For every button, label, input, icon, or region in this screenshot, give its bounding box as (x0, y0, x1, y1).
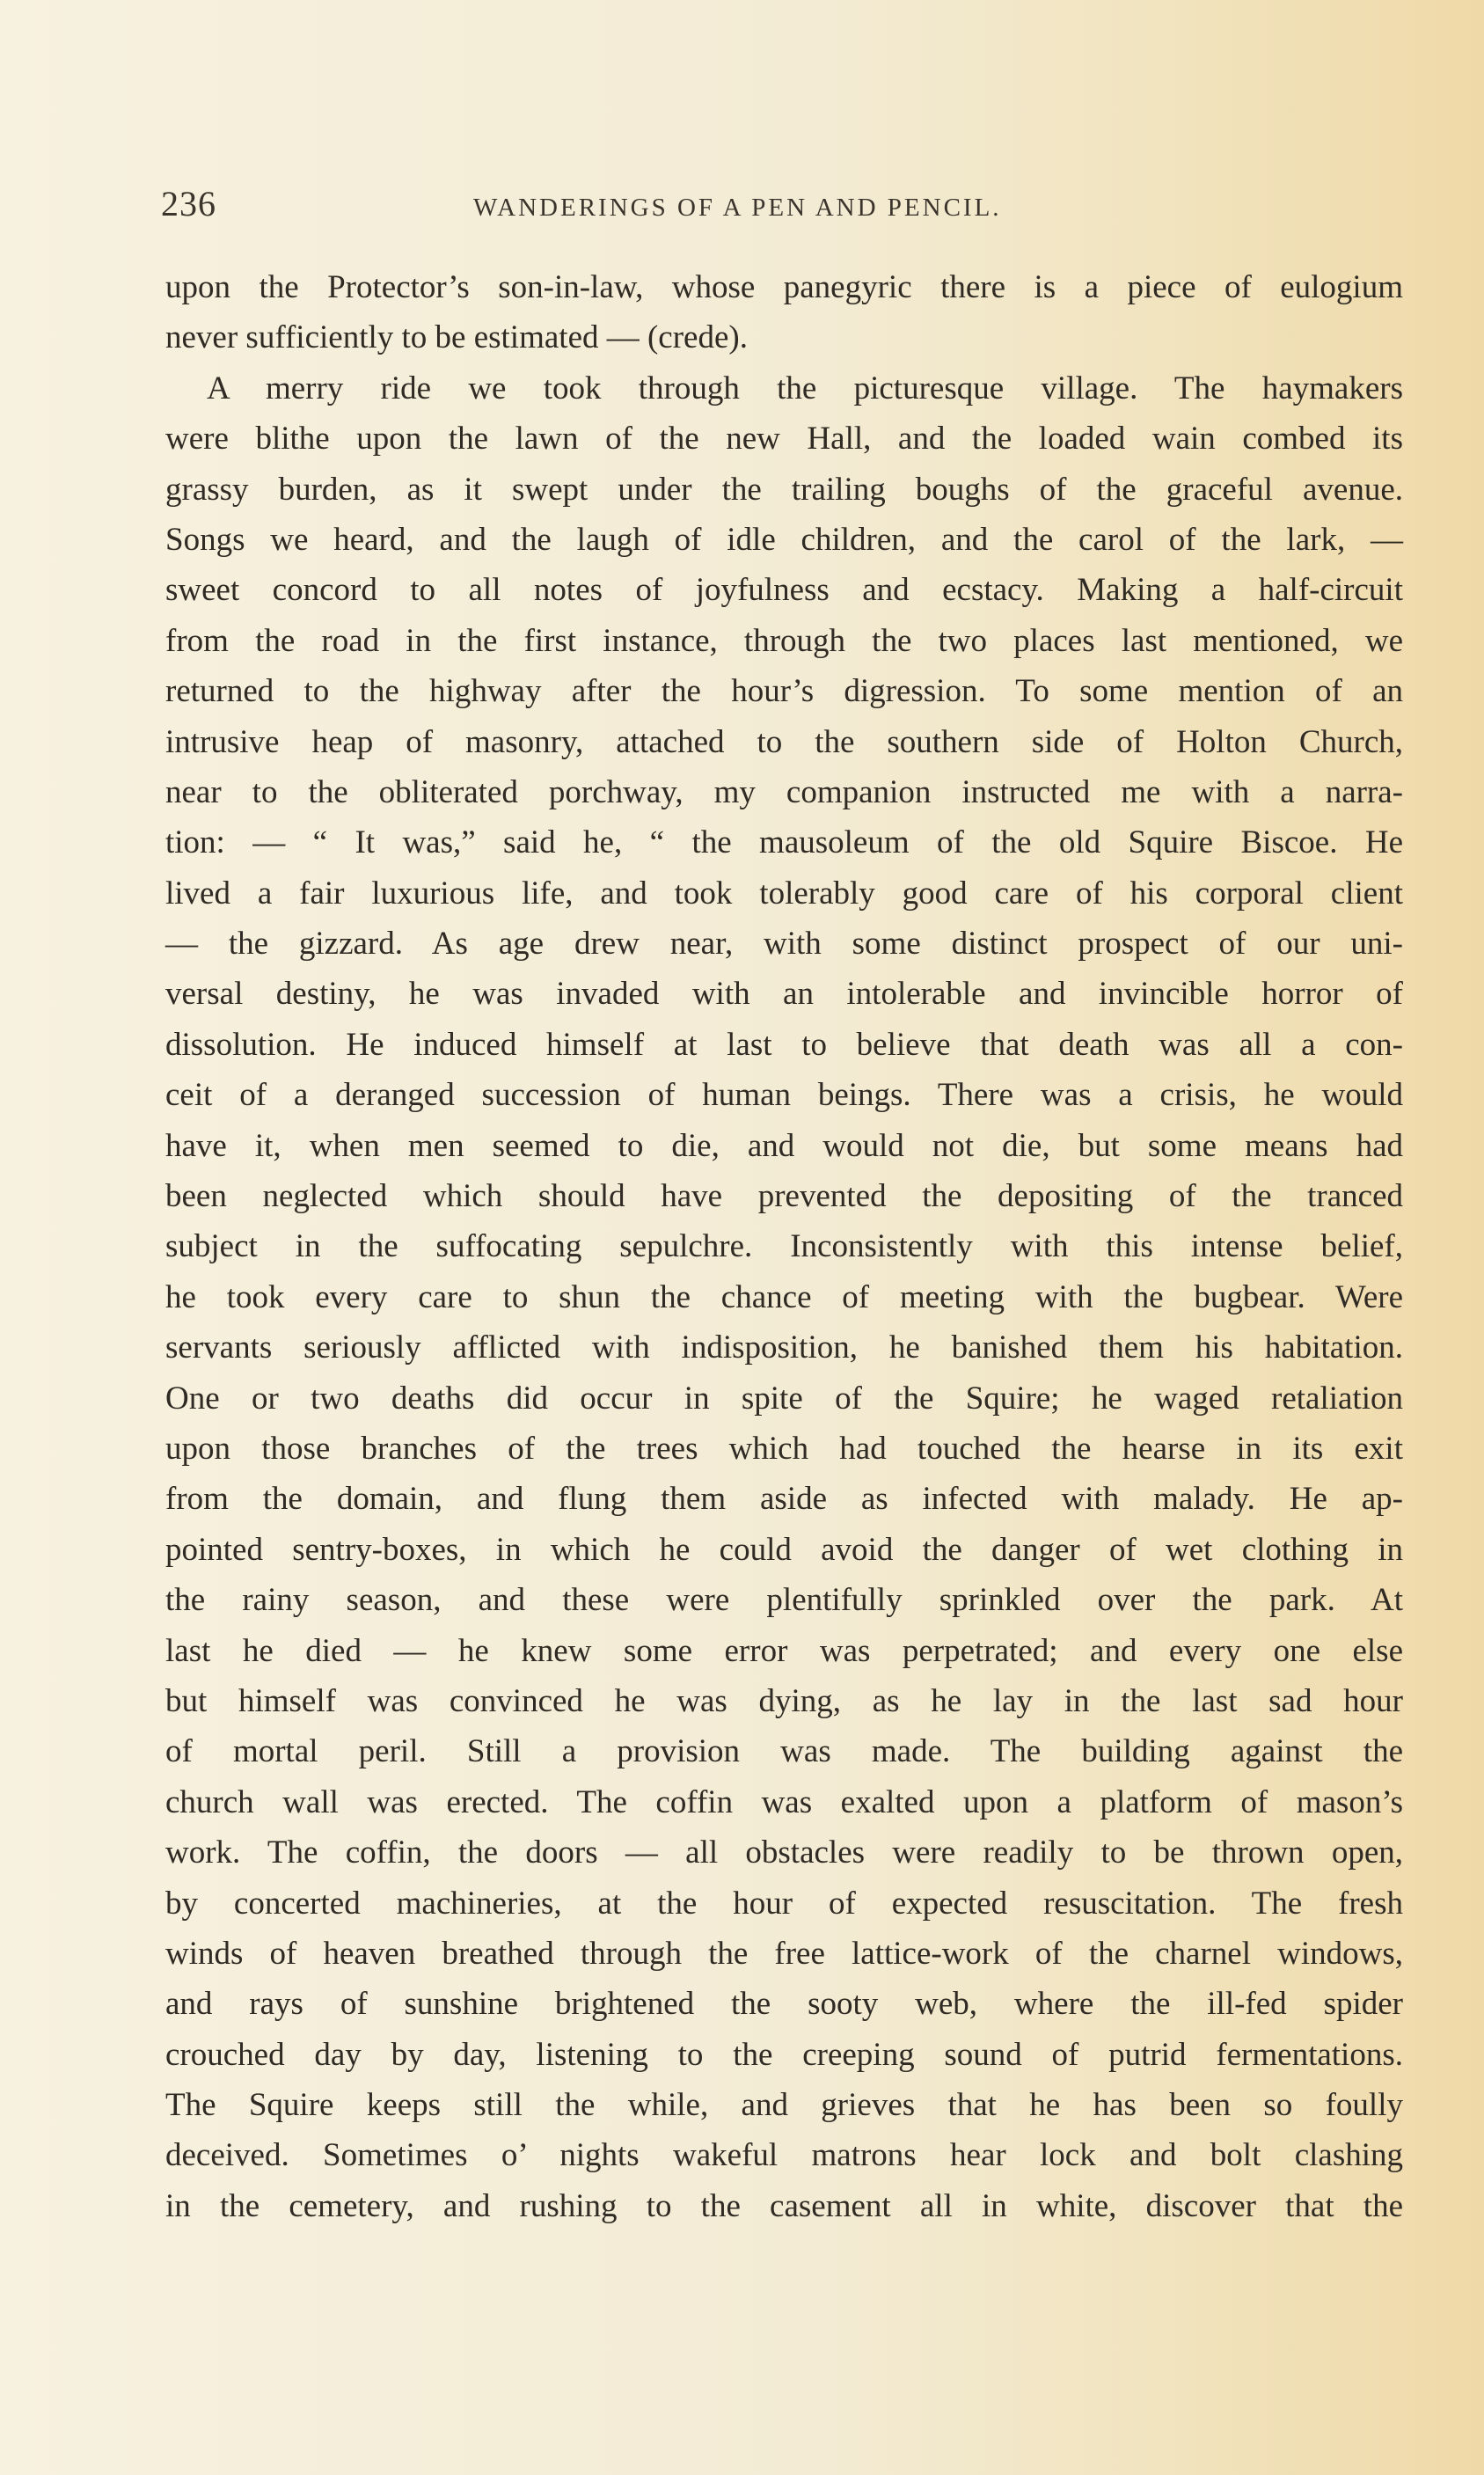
text-line: intrusive heap of masonry, attached to the southern side of Holton Church, (165, 723, 1403, 760)
text-line: lived a fair luxurious life, and took tolerably good care of his corporal client (165, 875, 1403, 912)
text-line: and rays of sunshine brightened the sooty web, where the ill-fed spider (165, 1986, 1403, 2023)
text-line: winds of heaven breathed through the free lattice-work of the charnel windows, (165, 1935, 1403, 1972)
text-line: of mortal peril. Still a provision was made. The building against the (165, 1733, 1403, 1770)
text-line: pointed sentry-boxes, in which he could avoid the danger of wet clothing in (165, 1531, 1403, 1568)
text-line: Songs we heard, and the laugh of idle children, and the carol of the lark, — (165, 521, 1403, 558)
text-line: grassy burden, as it swept under the trailing boughs of the graceful avenue. (165, 471, 1403, 508)
text-line: versal destiny, he was invaded with an intolerable and invincible horror of (165, 976, 1403, 1013)
text-line: been neglected which should have prevented the depositing of the tranced (165, 1178, 1403, 1215)
text-line: upon those branches of the trees which had touched the hearse in its exit (165, 1430, 1403, 1467)
text-line: A merry ride we took through the picturesque village. The haymakers (207, 370, 1403, 406)
text-line: from the domain, and flung them aside as infected with malady. He ap- (165, 1481, 1403, 1518)
body-text (165, 262, 1403, 2231)
text-line: the rainy season, and these were plentifully sprinkled over the park. At (165, 1582, 1403, 1619)
text-line: church wall was erected. The coffin was exalted upon a platform of mason’s (165, 1783, 1403, 1820)
text-line: have it, when men seemed to die, and would not die, but some means had (165, 1127, 1403, 1164)
text-line: from the road in the first instance, through the two places last mentioned, we (165, 622, 1403, 659)
text-line: subject in the suffocating sepulchre. Inconsistently with this intense belief, (165, 1228, 1403, 1265)
text-line: last he died — he knew some error was perpetrated; and every one else (165, 1632, 1403, 1669)
text-line: but himself was convinced he was dying, as he lay in the last sad hour (165, 1682, 1403, 1719)
text-line: tion: — “ It was,” said he, “ the mausoleum of the old Squire Biscoe. He (165, 824, 1403, 861)
text-line: by concerted machineries, at the hour of expected resuscitation. The fresh (165, 1885, 1403, 1922)
text-line: in the cemetery, and rushing to the casement all in white, discover that the (165, 2187, 1403, 2224)
text-line: deceived. Sometimes o’ nights wakeful matrons hear lock and bolt clashing (165, 2137, 1403, 2174)
text-line: The Squire keeps still the while, and grieves that he has been so foully (165, 2087, 1403, 2124)
text-line: ceit of a deranged succession of human beings. There was a crisis, he would (165, 1077, 1403, 1114)
text-line: sweet concord to all notes of joyfulness and ecstacy. Making a half-circuit (165, 572, 1403, 609)
text-line: upon the Protector’s son-in-law, whose panegyric there is a piece of eulogium (165, 269, 1403, 305)
text-line: dissolution. He induced himself at last to believe that death was all a con- (165, 1026, 1403, 1063)
page-header (161, 183, 1403, 232)
text-line: crouched day by day, listening to the creeping sound of putrid fermentations. (165, 2036, 1403, 2073)
text-line: — the gizzard. As age drew near, with some distinct prospect of our uni- (165, 926, 1403, 963)
text-line: One or two deaths did occur in spite of the Squire; he waged retaliation (165, 1380, 1403, 1417)
text-line: servants seriously afflicted with indisposition, he banished them his habitation. (165, 1329, 1403, 1366)
page-number: 236 (161, 184, 216, 223)
text-line: never sufficiently to be estimated — (crede). (165, 319, 748, 356)
text-line: returned to the highway after the hour’s digression. To some mention of an (165, 673, 1403, 710)
text-line: he took every care to shun the chance of meeting with the bugbear. Were (165, 1278, 1403, 1315)
text-line: work. The coffin, the doors — all obstacles were readily to be thrown open, (165, 1834, 1403, 1871)
text-line: near to the obliterated porchway, my companion instructed me with a narra- (165, 773, 1403, 810)
text-line: were blithe upon the lawn of the new Hall, and the loaded wain combed its (165, 421, 1403, 458)
running-head: WANDERINGS OF A PEN AND PENCIL. (473, 194, 1002, 222)
